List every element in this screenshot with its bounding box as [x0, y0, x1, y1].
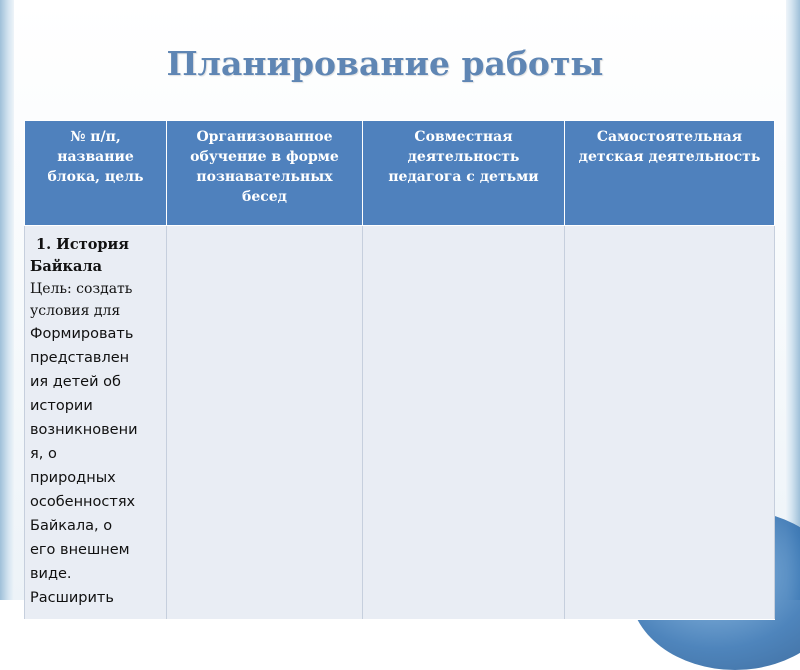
header-organized-learning: Организованное обучение в форме познавательных бесед	[167, 121, 363, 226]
goal-body-line: возникновени	[30, 422, 138, 438]
goal-body-line: особенностях	[30, 494, 136, 510]
header-joint-activity: Совместная деятельность педагога с детьми	[363, 121, 565, 226]
organized-learning-cell	[167, 226, 363, 620]
goal-body-line: его внешнем	[30, 542, 130, 558]
goal-body-line: Формировать	[30, 326, 134, 342]
goal-body-line: представлен	[30, 350, 130, 366]
joint-activity-cell	[363, 226, 565, 620]
goal-line1: Цель: создать	[30, 281, 133, 297]
block-cell	[25, 226, 167, 620]
header-block-goal: № п/п, название блока, цель	[25, 121, 167, 226]
goal-body-line: Расширить	[30, 590, 114, 606]
block-title-line1: 1. История	[36, 236, 129, 253]
table-row	[25, 226, 775, 620]
slide-frame-right	[786, 0, 800, 600]
goal-body-line: Байкала, о	[30, 518, 113, 534]
slide-frame-left	[0, 0, 14, 600]
planning-table	[24, 120, 775, 620]
goal-body-line: природных	[30, 470, 116, 486]
block-title-line2: Байкала	[30, 258, 103, 275]
table-header-row	[25, 121, 775, 226]
goal-body-line: ия детей об	[30, 374, 121, 390]
page-title: Планирование работы	[166, 44, 604, 83]
goal-line2: условия для	[30, 303, 121, 319]
goal-body-line: виде.	[30, 566, 72, 582]
goal-body-line: я, о	[30, 446, 57, 462]
goal-body-line: истории	[30, 398, 93, 414]
header-independent-activity: Самостоятельная детская деятельность	[565, 121, 775, 226]
independent-activity-cell	[565, 226, 775, 620]
